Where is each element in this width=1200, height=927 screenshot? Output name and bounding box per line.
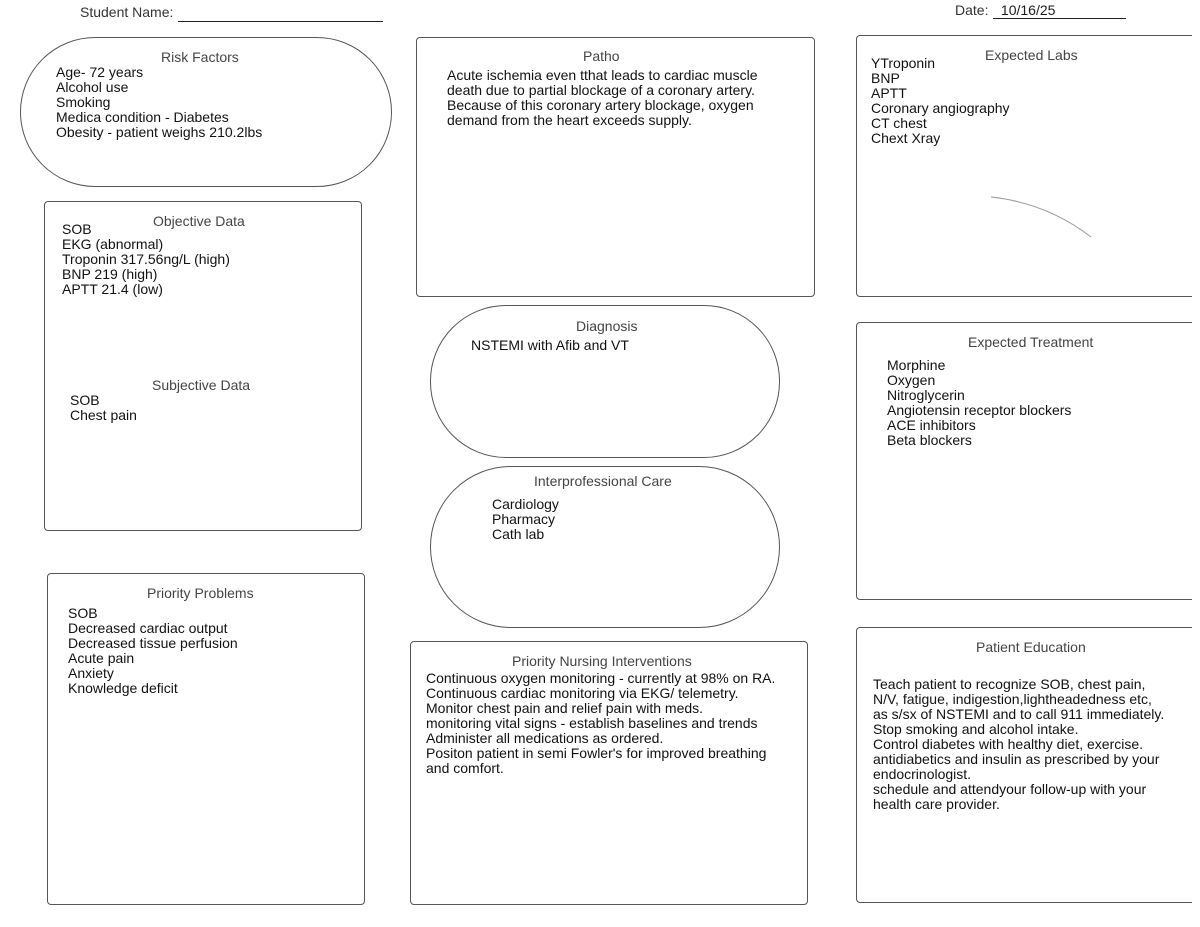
list-item: Troponin 317.56ng/L (high) xyxy=(62,251,230,267)
list-item: CT chest xyxy=(871,115,927,131)
list-item: Coronary angiography xyxy=(871,100,1010,116)
list-item: Alcohol use xyxy=(56,79,129,95)
list-item: SOB xyxy=(62,221,92,237)
text-line: death due to partial blockage of a coronary artery. xyxy=(447,82,755,98)
list-item: Cath lab xyxy=(492,526,545,542)
list-item: Pharmacy xyxy=(492,511,556,527)
text-line: Acute ischemia even tthat leads to cardiac muscle xyxy=(447,67,758,83)
list-item: BNP 219 (high) xyxy=(62,266,158,282)
diagnosis-box xyxy=(430,305,780,458)
expected-treatment-list xyxy=(887,358,1071,448)
subjective-data-list xyxy=(70,393,137,423)
text-line: and comfort. xyxy=(426,760,504,776)
expected-labs-box xyxy=(856,35,1192,297)
list-item: Nitroglycerin xyxy=(887,387,965,403)
text-line: N/V, fatigue, indigestion,lightheadedness etc, xyxy=(873,691,1152,707)
text-line: Teach patient to recognize SOB, chest pain, xyxy=(873,676,1146,692)
risk-factors-list xyxy=(56,65,262,140)
risk-factors-box xyxy=(20,37,392,187)
patho-text xyxy=(447,68,807,128)
text-line: Stop smoking and alcohol intake. xyxy=(873,721,1079,737)
objective-data-list xyxy=(62,222,230,297)
priority-nursing-interventions-box xyxy=(410,641,808,905)
text-line: schedule and attendyour follow-up with your xyxy=(873,781,1147,797)
list-item: BNP xyxy=(871,70,900,86)
date-value: 10/16/25 xyxy=(993,2,1126,19)
text-line: Because of this coronary artery blockage, oxygen xyxy=(447,97,754,113)
diagnosis-title: Diagnosis xyxy=(576,318,638,334)
list-item: Obesity - patient weighs 210.2lbs xyxy=(56,124,263,140)
list-item: Decreased cardiac output xyxy=(68,620,228,636)
diagnosis-text: NSTEMI with Afib and VT xyxy=(471,337,629,353)
text-line: Administer all medications as ordered. xyxy=(426,730,664,746)
priority-problems-box xyxy=(47,573,365,905)
list-item: SOB xyxy=(70,392,100,408)
text-line: Continuous cardiac monitoring via EKG/ telemetry. xyxy=(426,685,739,701)
list-item: ACE inhibitors xyxy=(887,417,976,433)
expected-labs-list xyxy=(871,56,1010,146)
interprofessional-care-box xyxy=(430,466,780,628)
list-item: Beta blockers xyxy=(887,432,972,448)
patient-education-title: Patient Education xyxy=(976,639,1086,655)
list-item: APTT xyxy=(871,85,907,101)
text-line: Positon patient in semi Fowler's for improved breathing xyxy=(426,745,767,761)
interprofessional-care-list xyxy=(492,497,559,542)
text-line: endocrinologist. xyxy=(873,766,972,782)
priority-problems-list xyxy=(68,606,238,696)
pen-stroke-mark xyxy=(987,191,1097,241)
list-item: EKG (abnormal) xyxy=(62,236,164,252)
date-label: Date: xyxy=(955,2,989,18)
objective-data-title: Objective Data xyxy=(153,213,245,229)
text-line: Monitor chest pain and relief pain with meds. xyxy=(426,700,704,716)
objective-subjective-box xyxy=(44,201,362,531)
list-item: APTT 21.4 (low) xyxy=(62,281,163,297)
patient-education-text xyxy=(873,677,1191,812)
text-line: Continuous oxygen monitoring - currently at 98% on RA. xyxy=(426,670,776,686)
expected-treatment-box xyxy=(856,322,1192,600)
priority-problems-title: Priority Problems xyxy=(147,585,254,601)
list-item: Chest pain xyxy=(70,407,137,423)
list-item: Cardiology xyxy=(492,496,559,512)
risk-factors-title: Risk Factors xyxy=(161,49,239,65)
patient-education-box xyxy=(856,627,1192,903)
list-item: Knowledge deficit xyxy=(68,680,178,696)
patho-box xyxy=(416,37,815,297)
list-item: Smoking xyxy=(56,94,111,110)
text-line: monitoring vital signs - establish baselines and trends xyxy=(426,715,758,731)
priority-nursing-interventions-title: Priority Nursing Interventions xyxy=(512,653,692,669)
expected-labs-title: Expected Labs xyxy=(985,47,1078,63)
list-item: Decreased tissue perfusion xyxy=(68,635,238,651)
patho-title: Patho xyxy=(583,48,620,64)
subjective-data-title: Subjective Data xyxy=(152,377,251,393)
list-item: Anxiety xyxy=(68,665,114,681)
list-item: Age- 72 years xyxy=(56,64,144,80)
list-item: Oxygen xyxy=(887,372,936,388)
text-line: Control diabetes with healthy diet, exercise. xyxy=(873,736,1144,752)
list-item: SOB xyxy=(68,605,98,621)
list-item: Angiotensin receptor blockers xyxy=(887,402,1072,418)
student-name-field xyxy=(80,4,383,22)
priority-nursing-interventions-text xyxy=(426,671,806,776)
text-line: demand from the heart exceeds supply. xyxy=(447,112,692,128)
expected-treatment-title: Expected Treatment xyxy=(968,334,1094,350)
date-field xyxy=(955,2,1126,20)
list-item: Chext Xray xyxy=(871,130,941,146)
student-name-line xyxy=(178,7,383,22)
text-line: health care provider. xyxy=(873,796,1000,812)
interprofessional-care-title: Interprofessional Care xyxy=(534,473,672,489)
text-line: as s/sx of NSTEMI and to call 911 immediately. xyxy=(873,706,1165,722)
list-item: Acute pain xyxy=(68,650,135,666)
list-item: Medica condition - Diabetes xyxy=(56,109,229,125)
student-name-label: Student Name: xyxy=(80,4,174,20)
list-item: Morphine xyxy=(887,357,946,373)
list-item: YTroponin xyxy=(871,55,936,71)
text-line: antidiabetics and insulin as prescribed by your xyxy=(873,751,1160,767)
